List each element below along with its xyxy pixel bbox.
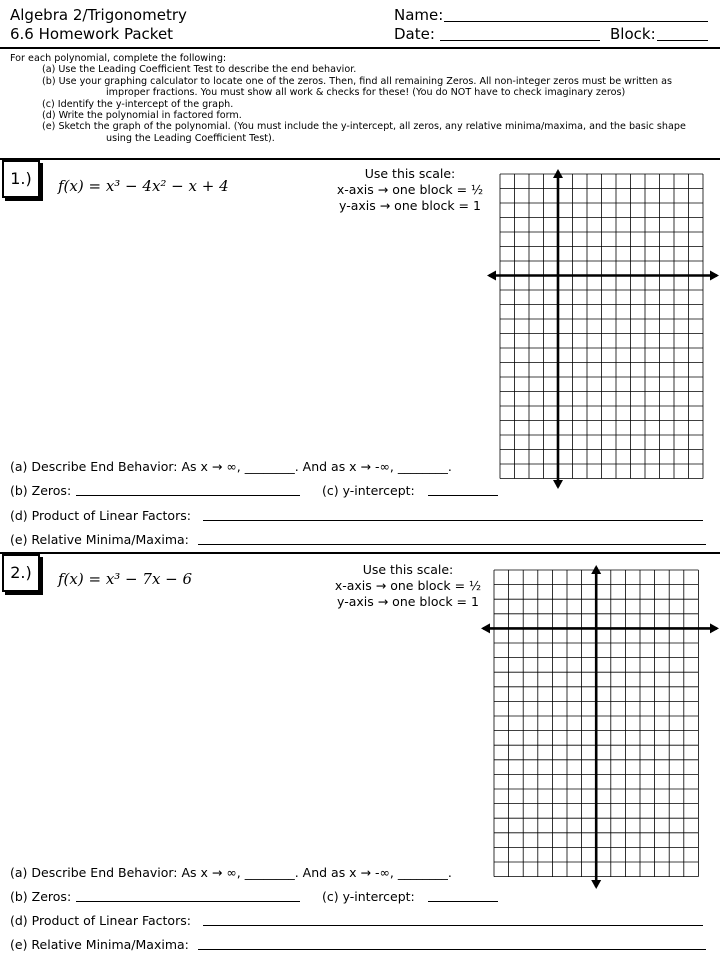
- problem-2-scale: [328, 562, 488, 610]
- problem-1-yint-label: (c) y-intercept:: [322, 483, 415, 498]
- x-axis-arrow-left: [487, 271, 496, 281]
- header-divider: [0, 47, 720, 49]
- name-label: Name:: [394, 6, 444, 24]
- y-axis-arrow-down: [591, 880, 601, 889]
- problem-2-function: [58, 570, 192, 588]
- problem-1-function: [58, 177, 229, 195]
- problem-2-function-text: f(x) = x³ − 7x − 6: [58, 570, 193, 588]
- problem-1-minmax-label: (e) Relative Minima/Maxima:: [10, 532, 189, 547]
- problem-2-end-behavior: (a) Describe End Behavior: As x → ∞, ________. And as x → -∞, ________.: [10, 865, 452, 880]
- date-label: Date:: [394, 25, 435, 43]
- problem-2-zeros-field[interactable]: [76, 888, 300, 902]
- problem-1-number: 1.): [2, 160, 40, 198]
- problem-2-zeros-label: (b) Zeros:: [10, 889, 72, 904]
- problem-2-scale-y: y-axis → one block = 1: [337, 594, 479, 609]
- instruction-d: (d) Write the polynomial in factored form.: [42, 110, 242, 122]
- block-field[interactable]: [657, 25, 708, 41]
- problem-1-factors-label: (d) Product of Linear Factors:: [10, 508, 191, 523]
- problem-2-scale-x: x-axis → one block = ½: [334, 578, 482, 593]
- date-field[interactable]: [440, 25, 600, 41]
- problem-1-end-behavior: (a) Describe End Behavior: As x → ∞, ________. And as x → -∞, ________.: [10, 459, 452, 474]
- problem-1-scale-y: y-axis → one block = 1: [339, 198, 481, 213]
- problem-2-minmax-label: (e) Relative Minima/Maxima:: [10, 937, 189, 952]
- problem-2-scale-title: Use this scale:: [362, 562, 454, 577]
- instruction-b-cont: improper fractions. You must show all work & checks for these! (You do NOT have to check imaginary zeros): [106, 87, 626, 99]
- problem-2-factors-field[interactable]: [203, 912, 703, 926]
- x-axis-arrow-left: [481, 623, 490, 633]
- y-axis-arrow-down: [553, 480, 563, 489]
- problem-1-zeros-label: (b) Zeros:: [10, 483, 72, 498]
- problem-1-graph-grid[interactable]: [486, 168, 720, 490]
- problem-1-function-text: f(x) = x³ − 4x² − x + 4: [58, 177, 229, 195]
- problem-1-scale-title: Use this scale:: [364, 166, 456, 181]
- course-title: Algebra 2/Trigonometry: [10, 6, 187, 24]
- x-axis-arrow-right: [710, 271, 719, 281]
- y-axis-arrow-up: [553, 169, 563, 178]
- instruction-e: (e) Sketch the graph of the polynomial. (You must include the y-intercept, all zeros, any relative minima/maxima, and the basic shape: [42, 121, 686, 133]
- problem-2-minmax-field[interactable]: [198, 936, 706, 950]
- x-axis-arrow-right: [710, 623, 719, 633]
- block-label: Block:: [610, 25, 656, 43]
- instructions: [10, 53, 710, 144]
- instructions-intro: For each polynomial, complete the following:: [10, 53, 227, 64]
- problem-2-graph-grid[interactable]: [480, 564, 720, 890]
- grid-lines: [500, 174, 703, 479]
- name-field[interactable]: [444, 6, 708, 22]
- problem-1-scale-x: x-axis → one block = ½: [336, 182, 484, 197]
- problem-1-minmax-field[interactable]: [198, 531, 706, 545]
- instruction-b: (b) Use your graphing calculator to locate one of the zeros. Then, find all remaining Zeros. All non-integer zeros must be written as: [42, 75, 673, 87]
- instruction-e-cont: using the Leading Coefficient Test).: [106, 132, 275, 144]
- problem-2-number: 2.): [2, 554, 40, 592]
- y-axis-arrow-up: [591, 565, 601, 574]
- instruction-a: (a) Use the Leading Coefficient Test to describe the end behavior.: [42, 64, 357, 76]
- instructions-divider: [0, 158, 720, 160]
- packet-title: 6.6 Homework Packet: [10, 25, 174, 43]
- problem-1-yint-field[interactable]: [428, 482, 498, 496]
- problem-divider: [0, 552, 720, 554]
- problem-1-zeros-field[interactable]: [76, 482, 300, 496]
- problem-2-yint-label: (c) y-intercept:: [322, 889, 415, 904]
- instruction-c: (c) Identify the y-intercept of the graph.: [42, 98, 234, 110]
- problem-1-scale: [330, 166, 490, 214]
- problem-1-factors-field[interactable]: [203, 507, 703, 521]
- problem-2-yint-field[interactable]: [428, 888, 498, 902]
- problem-2-factors-label: (d) Product of Linear Factors:: [10, 913, 191, 928]
